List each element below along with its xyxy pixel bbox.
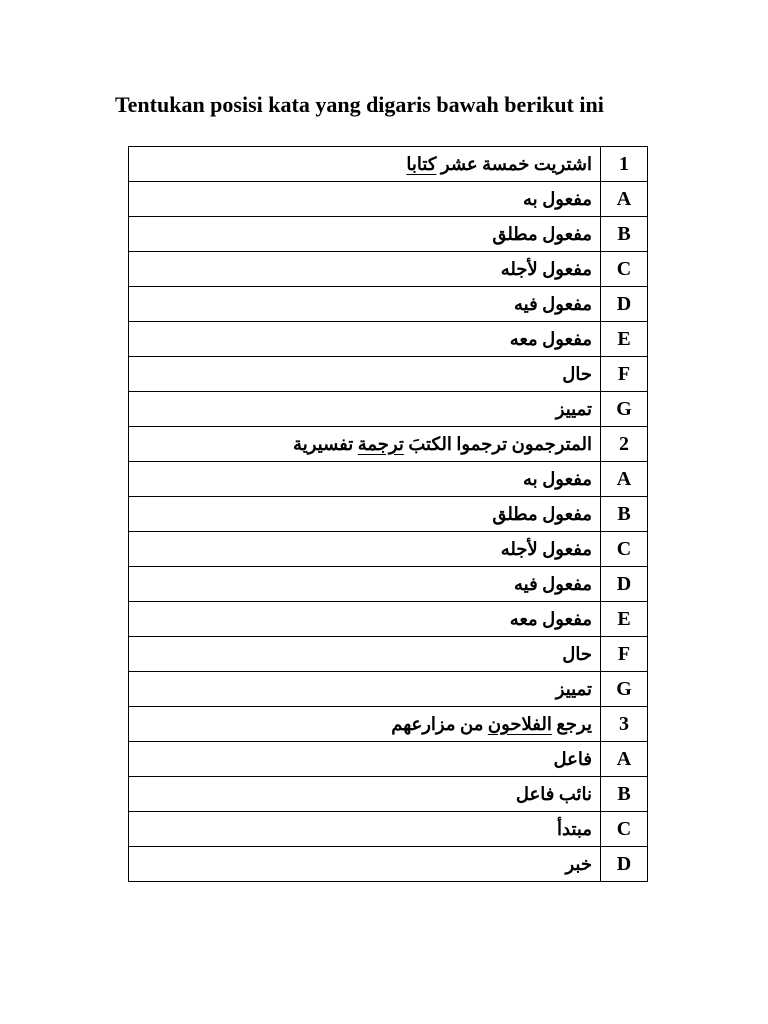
row-text bbox=[129, 392, 601, 427]
row-text-before: تمييز bbox=[555, 678, 592, 699]
row-text bbox=[129, 777, 601, 812]
table-row bbox=[129, 252, 648, 287]
row-text bbox=[129, 287, 601, 322]
table-row bbox=[129, 602, 648, 637]
row-label: B bbox=[601, 777, 648, 812]
row-text-before: تمييز bbox=[555, 398, 592, 419]
row-label: D bbox=[601, 287, 648, 322]
table-row bbox=[129, 427, 648, 462]
row-text bbox=[129, 252, 601, 287]
row-label: C bbox=[601, 532, 648, 567]
row-label: D bbox=[601, 567, 648, 602]
row-label: A bbox=[601, 182, 648, 217]
row-text-before: حال bbox=[562, 643, 592, 664]
table-row bbox=[129, 847, 648, 882]
row-label: G bbox=[601, 392, 648, 427]
row-label: E bbox=[601, 602, 648, 637]
table-row bbox=[129, 812, 648, 847]
page-title: Tentukan posisi kata yang digaris bawah berikut ini bbox=[115, 92, 604, 117]
row-text bbox=[129, 462, 601, 497]
row-text bbox=[129, 847, 601, 882]
row-text bbox=[129, 182, 601, 217]
table-row bbox=[129, 322, 648, 357]
row-label: A bbox=[601, 462, 648, 497]
row-text-before: مفعول به bbox=[523, 468, 592, 489]
table-row bbox=[129, 147, 648, 182]
underlined-word: كتابا bbox=[406, 153, 437, 174]
row-text bbox=[129, 602, 601, 637]
row-text-before: المترجمون ترجموا الكتبَ bbox=[403, 433, 592, 454]
row-text-before: حال bbox=[562, 363, 592, 384]
row-text bbox=[129, 812, 601, 847]
table-row bbox=[129, 462, 648, 497]
row-text-before: مفعول فيه bbox=[514, 573, 592, 594]
row-text-before: مفعول مطلق bbox=[492, 503, 592, 524]
table-row bbox=[129, 567, 648, 602]
row-text bbox=[129, 357, 601, 392]
table-row bbox=[129, 532, 648, 567]
row-text bbox=[129, 567, 601, 602]
row-label: C bbox=[601, 812, 648, 847]
quiz-table-body bbox=[129, 147, 648, 882]
table-row bbox=[129, 672, 648, 707]
row-text-after: من مزارعهم bbox=[391, 713, 488, 734]
table-row bbox=[129, 182, 648, 217]
table-row bbox=[129, 707, 648, 742]
row-text-after: تفسيرية bbox=[293, 433, 358, 454]
quiz-table bbox=[128, 146, 648, 882]
row-text-before: مفعول معه bbox=[509, 328, 592, 349]
row-label: F bbox=[601, 357, 648, 392]
table-row bbox=[129, 497, 648, 532]
row-text-before: يرجع bbox=[551, 713, 592, 734]
row-text bbox=[129, 637, 601, 672]
row-label: B bbox=[601, 497, 648, 532]
row-text-before: اشتريت خمسة عشر bbox=[436, 153, 592, 174]
row-label: 2 bbox=[601, 427, 648, 462]
row-label: D bbox=[601, 847, 648, 882]
row-text-before: نائب فاعل bbox=[515, 783, 592, 804]
row-text bbox=[129, 497, 601, 532]
underlined-word: ترجمة bbox=[357, 433, 404, 454]
table-row bbox=[129, 777, 648, 812]
row-label: E bbox=[601, 322, 648, 357]
row-text bbox=[129, 217, 601, 252]
table-row bbox=[129, 217, 648, 252]
row-text-before: مفعول معه bbox=[509, 608, 592, 629]
row-text-before: خبر bbox=[565, 853, 592, 874]
row-text bbox=[129, 672, 601, 707]
row-text bbox=[129, 427, 601, 462]
row-text bbox=[129, 532, 601, 567]
row-text-before: فاعل bbox=[553, 748, 592, 769]
row-text-before: مبتدأ bbox=[557, 818, 592, 839]
table-row bbox=[129, 392, 648, 427]
table-row bbox=[129, 637, 648, 672]
table-row bbox=[129, 357, 648, 392]
row-text bbox=[129, 322, 601, 357]
row-label: A bbox=[601, 742, 648, 777]
row-label: 1 bbox=[601, 147, 648, 182]
row-text bbox=[129, 707, 601, 742]
row-text-before: مفعول به bbox=[523, 188, 592, 209]
table-row bbox=[129, 742, 648, 777]
underlined-word: الفلاحون bbox=[487, 713, 552, 734]
row-text-before: مفعول لأجله bbox=[500, 258, 592, 279]
table-row bbox=[129, 287, 648, 322]
row-text-before: مفعول فيه bbox=[514, 293, 592, 314]
row-text-before: مفعول مطلق bbox=[492, 223, 592, 244]
row-label: 3 bbox=[601, 707, 648, 742]
row-text-before: مفعول لأجله bbox=[500, 538, 592, 559]
row-label: B bbox=[601, 217, 648, 252]
row-label: F bbox=[601, 637, 648, 672]
row-label: G bbox=[601, 672, 648, 707]
row-label: C bbox=[601, 252, 648, 287]
row-text bbox=[129, 147, 601, 182]
row-text bbox=[129, 742, 601, 777]
